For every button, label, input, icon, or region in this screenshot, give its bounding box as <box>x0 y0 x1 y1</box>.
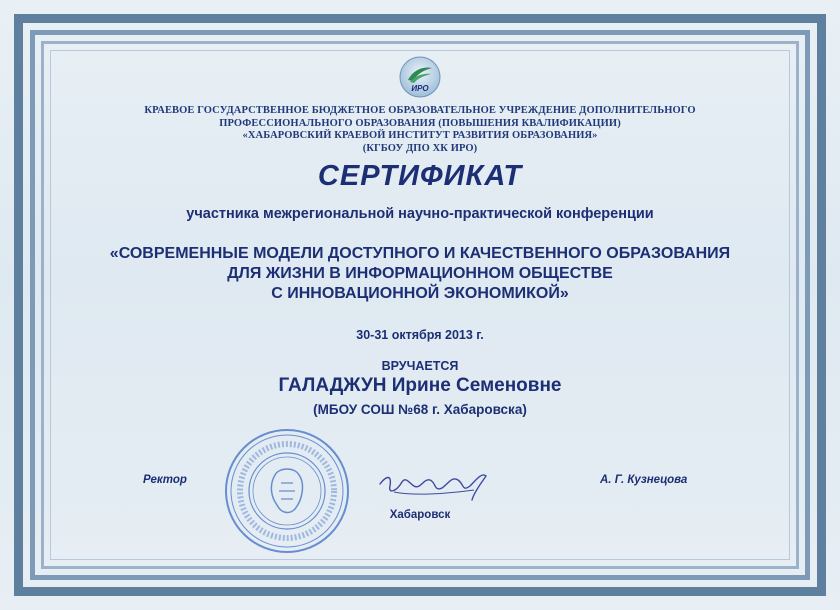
institution-line-4: (КГБОУ ДПО ХК ИРО) <box>362 142 478 154</box>
iro-logo-icon <box>399 56 441 98</box>
conference-title <box>60 244 780 304</box>
city-label: Хабаровск <box>389 509 451 521</box>
institution-name <box>60 105 780 155</box>
recipient-organization: (МБОУ СОШ №68 г. Хабаровска) <box>313 402 527 417</box>
conference-date: 30-31 октября 2013 г. <box>356 328 484 342</box>
institution-line-2: ПРОФЕССИОНАЛЬНОГО ОБРАЗОВАНИЯ (ПОВЫШЕНИЯ КВАЛИФИКАЦИИ) <box>219 117 621 129</box>
official-seal-icon <box>223 427 351 555</box>
conference-line-3: С ИННОВАЦИОННОЙ ЭКОНОМИКОЙ» <box>271 285 569 302</box>
signatory-name: А. Г. Кузнецова <box>600 474 688 486</box>
awarded-label: ВРУЧАЕТСЯ <box>381 359 459 373</box>
conference-line-2: ДЛЯ ЖИЗНИ В ИНФОРМАЦИОННОМ ОБЩЕСТВЕ <box>227 265 613 282</box>
signatory-role: Ректор <box>143 474 187 486</box>
institution-line-1: КРАЕВОЕ ГОСУДАРСТВЕННОЕ БЮДЖЕТНОЕ ОБРАЗОВАТЕЛЬНОЕ УЧРЕЖДЕНИЕ ДОПОЛНИТЕЛЬНОГО <box>144 105 696 116</box>
certificate-content <box>60 56 780 556</box>
svg-text:ИРО: ИРО <box>411 84 429 93</box>
signature-icon <box>374 462 494 504</box>
certificate-subtitle: участника межрегиональной научно-практической конференции <box>186 206 654 222</box>
conference-line-1: «СОВРЕМЕННЫЕ МОДЕЛИ ДОСТУПНОГО И КАЧЕСТВЕННОГО ОБРАЗОВАНИЯ <box>109 245 731 262</box>
institution-line-3: «ХАБАРОВСКИЙ КРАЕВОЙ ИНСТИТУТ РАЗВИТИЯ ОБРАЗОВАНИЯ» <box>242 130 598 141</box>
certificate-title: СЕРТИФИКАТ <box>317 160 523 192</box>
recipient-name: ГАЛАДЖУН Ирине Семеновне <box>278 375 562 396</box>
